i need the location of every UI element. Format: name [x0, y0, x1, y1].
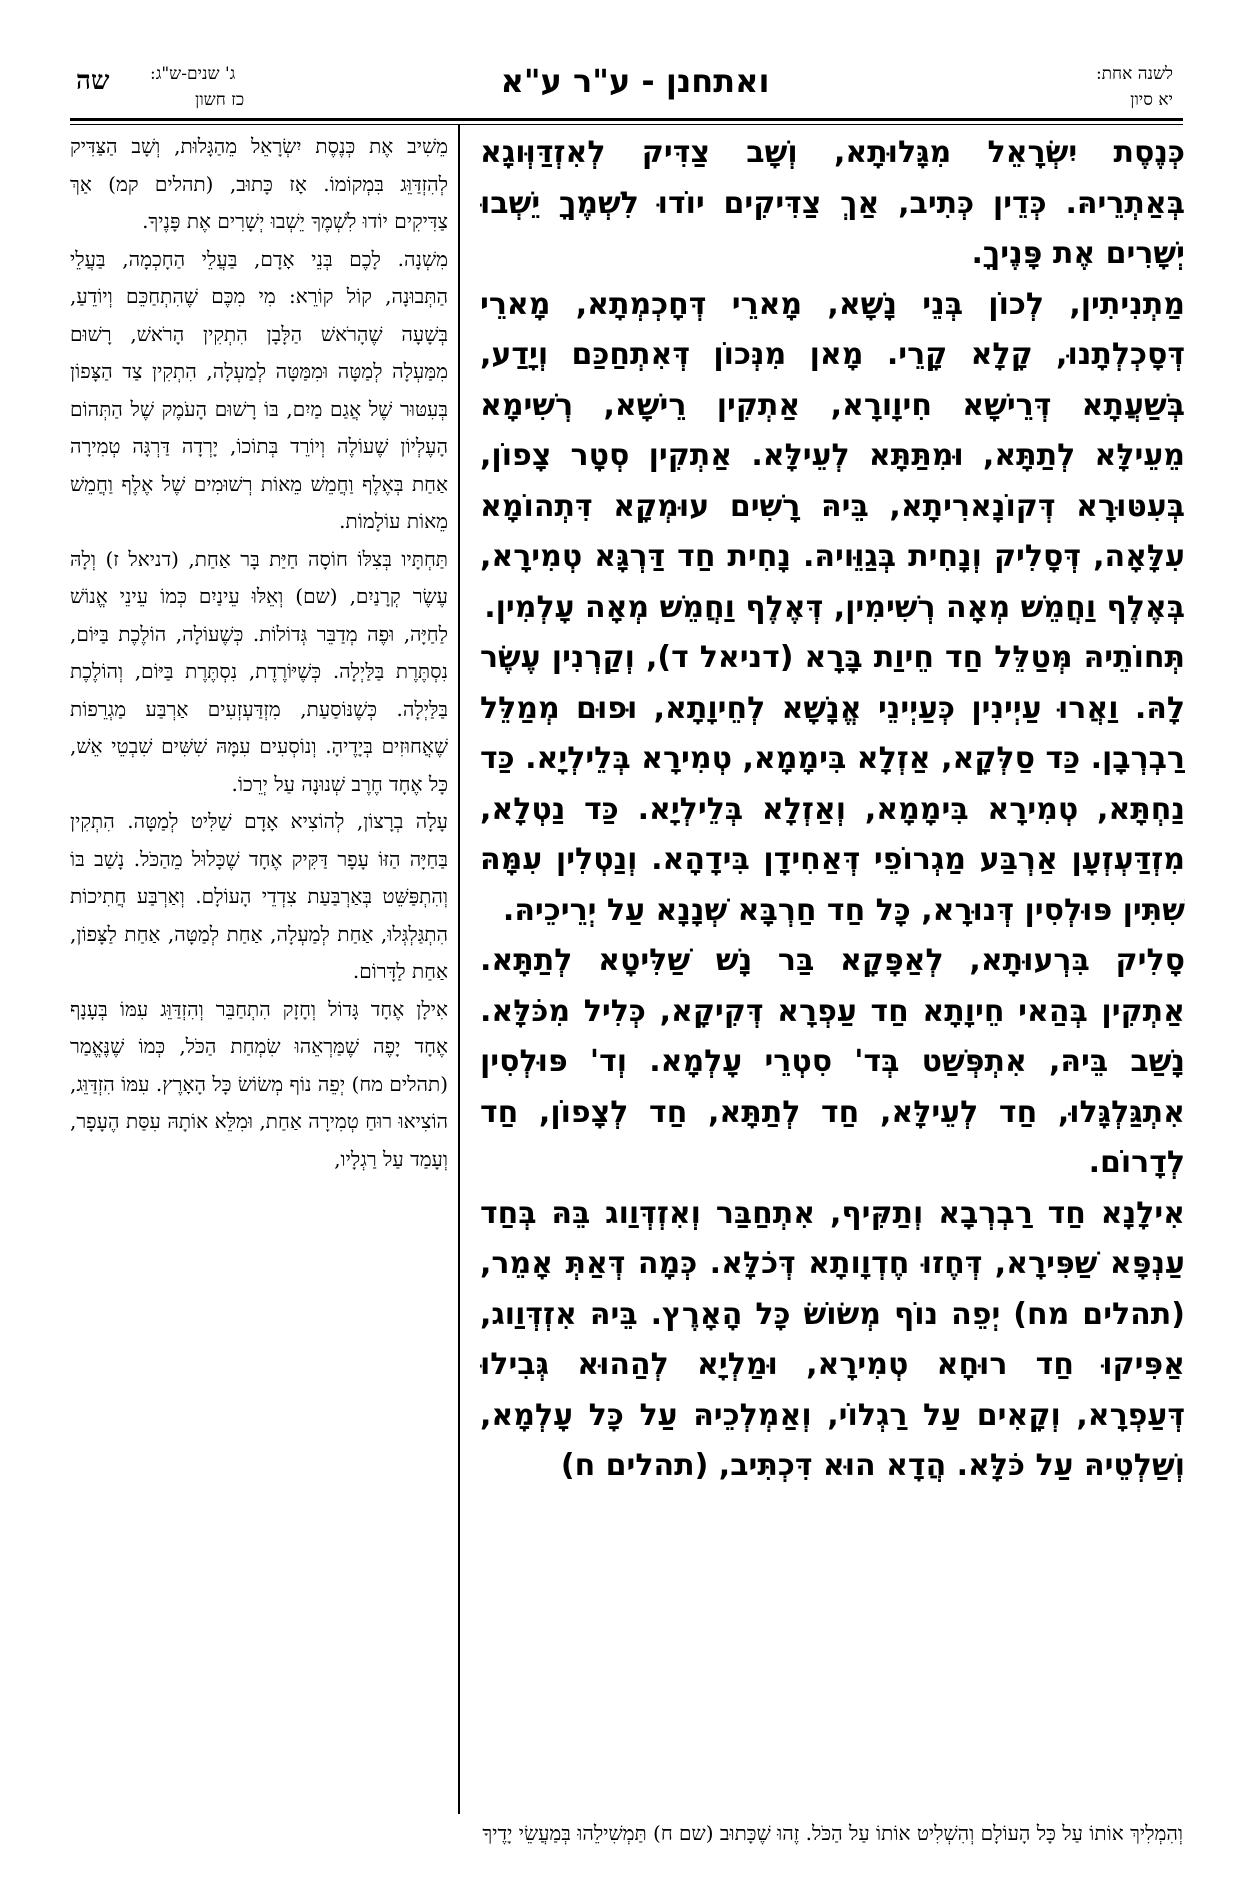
header-rule: [70, 118, 1183, 121]
side-paragraph: עָלָה בְרָצוֹן, לְהוֹצִיא אָדָם שַׁלִּיט לְמַטָּה. הִתְקִין בַּחַיָּה הַזּוֹ עָפָר דַּקִּיק אֶחָד שֶׁכָּלוּל מֵהַכֹּל. נָשַׁב בּוֹ וְהִתְפַּשֵּׁט בְּאַרְבַּעַת צִדְדֵי הָעוֹלָם. וְאַרְבַּע חֲתִיכוֹת הִתְגַּלְגְּלוּ, אַחַת לְמַעְלָה, אַחַת לְמַטָּה, אַחַת לַצָּפוֹן, אַחַת לַדָּרוֹם.: [70, 809, 448, 983]
date-one-year: יא סיון: [1130, 90, 1173, 110]
main-paragraph: תְּחוֹתֵיהּ מְּטַלֵּל חַד חֵיוַת בָּרָא (דניאל ד), וְקַרְנִין עֶשֶׂר לָהּ. וַאֲרוּ עַיְינִין כְּעַיְינֵי אֱנָשָׁא לְחֵיוָתָא, וּפוּם מְמַלֵּל רַבְרְבָן. כַּד סַלְּקָא, אַזְלָא בִּימָמָא, טְמִירָא בְּלֵילְיָא. כַּד נַחְתָּא, טְמִירָא בִּימָמָא, וְאַזְלָא בְּלֵילְיָא. כַּד נַטְלָא, מִזְדַּעְזְעָן אַרְבַּע מַגְרוֹפֵי דְּאַחִידָן בִּידָהָא. וְנַטְלִין עִמָּהּ שִׁתִּין פּוּלְסִין דְּנוּרָא, כָּל חַד חַרְבָּא שְׁנָנָא עַל יְרֵיכֵיהּ.: [480, 640, 1185, 928]
side-paragraph: מֵשִׁיב אֶת כְּנֶסֶת יִשְׂרָאֵל מֵהַגָּלוּת, וְשָׁב הַצַּדִּיק לְהִזְדַּוֵּג בִּמְקוֹמוֹ. אָז כָּתוּב, (תהלים קמ) אַךְ צַדִּיקִים יוֹדוּ לִשְׁמֶךָ יֵשְׁבוּ יְשָׁרִים אֶת פָּנֶיךָ.: [70, 134, 448, 233]
bottom-continuation-line: וְהִמְלִיךְ אוֹתוֹ עַל כָּל הָעוֹלָם וְהִשְׁלִיט אוֹתוֹ עַל הַכֹּל. זֶהוּ שֶׁכָּתוּב (שם ח) תַּמְשִׁילֵהוּ בְּמַעֲשֵׂי יָדֶיךָ: [482, 1821, 1183, 1845]
column-divider: [458, 124, 460, 1814]
header-rule-thin: [70, 124, 1183, 125]
date-three-years: כז חשון: [195, 90, 245, 110]
study-schedule-one-year: לשנה אחת:: [1095, 64, 1173, 84]
side-paragraph: אִילָן אֶחָד גָּדוֹל וְחָזָק הִתְחַבֵּר וְהִזְדַּוֵּג עִמּוֹ בְּעָנָף אֶחָד יָפֶה שֶׁמַּרְאֵהוּ שִׂמְחַת הַכֹּל, כְּמוֹ שֶׁנֶּאֱמַר (תהלים מח) יְפֵה נוֹף מְשׂוֹשׂ כָּל הָאָרֶץ. עִמּוֹ הִזְדַּוֵּג, הוֹצִיאוּ רוּחַ טְמִירָה אַחַת, וּמִלֵּא אוֹתָהּ עִסַּת הֶעָפָר, וְעָמַד עַל רַגְלָיו,: [70, 996, 448, 1171]
side-paragraph: מִשְׁנָה. לָכֶם בְּנֵי אָדָם, בַּעֲלֵי הַחָכְמָה, בַּעֲלֵי הַתְּבוּנָה, קוֹל קוֹרֵא: מִי מִכֶּם שֶׁהִתְחַכֵּם וְיוֹדֵעַ, בְּשָׁעָה שֶׁהָרֹאשׁ הַלָּבָן הִתְקִין הָרֹאשׁ, רָשׁוּם מִמַּעְלָה לְמַטָּה וּמִמַּטָּה לְמַעְלָה, הִתְקִין צַד הַצָּפוֹן בְּעִטּוּר שֶׁל אֲגַם מַיִם, בּוֹ רָשׁוּם הָעֹמֶק שֶׁל הַתְּהוֹם הָעֶלְיוֹן שֶׁעוֹלֶה וְיוֹרֵד בְּתוֹכוֹ, יָרְדָה דַּרְגָּה טְמִירָה אַחַת בְּאֶלֶף וַחֲמֵשׁ מֵאוֹת רְשׁוּמִים שֶׁל אֶלֶף וַחֲמֵשׁ מֵאוֹת עוֹלָמוֹת.: [70, 246, 448, 533]
aramaic-text-column: [480, 128, 1185, 1808]
page-title: ואתחנן - ע"ר ע"א: [500, 62, 770, 100]
side-paragraph: תַּחְתָּיו בְּצִלּוֹ חוֹסָה חַיַּת בָּר אַחַת, (דניאל ז) וְלָהּ עֶשֶׂר קְרָנַיִם, (שם) וְאֵלּוּ עֵינַיִם כְּמוֹ עֵינֵי אֱנוֹשׁ לַחַיָּה, וּפֶה מְדַבֵּר גְּדוֹלוֹת. כְּשֶׁעוֹלָה, הוֹלֶכֶת בַּיּוֹם, נִסְתֶּרֶת בַּלַּיְלָה. כְּשֶׁיּוֹרֶדֶת, נִסְתֶּרֶת בַּיּוֹם, וְהוֹלֶכֶת בַּלַּיְלָה. כְּשֶׁנּוֹסַעַת, מִזְדַּעְזְעִים אַרְבַּע מַגְרֵפוֹת שֶׁאֲחוּזִים בְּיָדֶיהָ. וְנוֹסְעִים עִמָּהּ שִׁשִּׁים שִׁבְטֵי אֵשׁ, כָּל אֶחָד חֶרֶב שְׁנוּנָה עַל יְרֵכוֹ.: [70, 546, 448, 796]
main-paragraph: אִילָנָא חַד רַבְרְבָא וְתַקִּיף, אִתְחַבַּר וְאִזְדְּוַוג בֵּהּ בְּחַד עַנְפָּא שַׁפִּירָא, דְּחֶזוּ חֶדְוָותָא דְּכֹלָּא. כְּמָה דְּאַתְּ אָמֵר, (תהלים מח) יְפֵה נוֹף מְשׂוֹשׂ כָּל הָאָרֶץ. בֵּיהּ אִזְדְּוַוג, אַפִּיקוּ חַד רוּחָא טְמִירָא, וּמַלְיָא לְהַהוּא גְּבִילוּ דְּעַפְרָא, וְקָאִים עַל רַגְלוֹי, וְאַמְלְכֵיהּ עַל כָּל עָלְמָא, וְשַׁלְטֵיהּ עַל כֹּלָּא. הֲדָא הוּא דִּכְתִּיב, (תהלים ח): [480, 1195, 1185, 1483]
hebrew-translation-column: [70, 128, 448, 1808]
page-number: שה: [76, 66, 110, 96]
main-paragraph: כְּנֶסֶת יִשְׂרָאֵל מִגָּלוּתָא, וְשָׁב צַדִּיק לְאִזְדַּוְּוגָא בְּאַתְרֵיהּ. כְּדֵין כְּתִיב, אַךְ צַדִּיקִים יוֹדוּ לִשְׁמֶךָ יֵשְׁבוּ יְשָׁרִים אֶת פָּנֶיךָ.: [480, 135, 1185, 271]
main-paragraph: סָלִיק בִּרְעוּתָא, לְאַפָּקָא בַּר נָשׁ שַׁלִּיטָא לְתַתָּא. אַתְקִין בְּהַאי חֵיוָתָא חַד עַפְרָא דְּקִיקָא, כְּלִיל מִכֹּלָּא. נָשַׁב בֵּיהּ, אִתְפְּשַׁט בְּד' סִטְרֵי עָלְמָא. וְד' פּוּלְסִין אִתְגַּלְגָּלוּ, חַד לְעֵילָּא, חַד לְתַתָּא, חַד לְצָפוֹן, חַד לְדָרוֹם.: [480, 943, 1185, 1180]
study-schedule-three-years: ג' שנים-ש"ג:: [150, 64, 236, 84]
main-paragraph: מַתְנִיתִין, לְכוֹן בְּנֵי נָשָׁא, מָארֵי דְּחָכְמְתָא, מָארֵי דְּסָכְלְתָנוּ, קָלָא קָרֵי. מָאן מִנְּכוֹן דְּאִתְחַכַּם וְיָדַע, בְּשַׁעֲתָא דְּרֵישָׁא חִיוָורָא, אַתְקִין רֵישָׁא, רְשִׁימָא מֵעֵילָּא לְתַתָּא, וּמִתַּתָּא לְעֵילָּא. אַתְקִין סְטָר צָפוֹן, בְּעִטּוּרָא דְּקוֹנָארִיתָא, בֵּיהּ רָשִׁים עוּמְקָא דִּתְהוֹמָא עִלָּאָה, דְּסָלִיק וְנָחִית בְּגַוֵּויהּ. נָחִית חַד דַּרְגָּא טְמִירָא, בְּאֶלֶף וַחֲמֵשׁ מְאָה רְשִׁימִין, דְּאֶלֶף וַחֲמֵשׁ מְאָה עָלְמִין.: [480, 286, 1185, 625]
